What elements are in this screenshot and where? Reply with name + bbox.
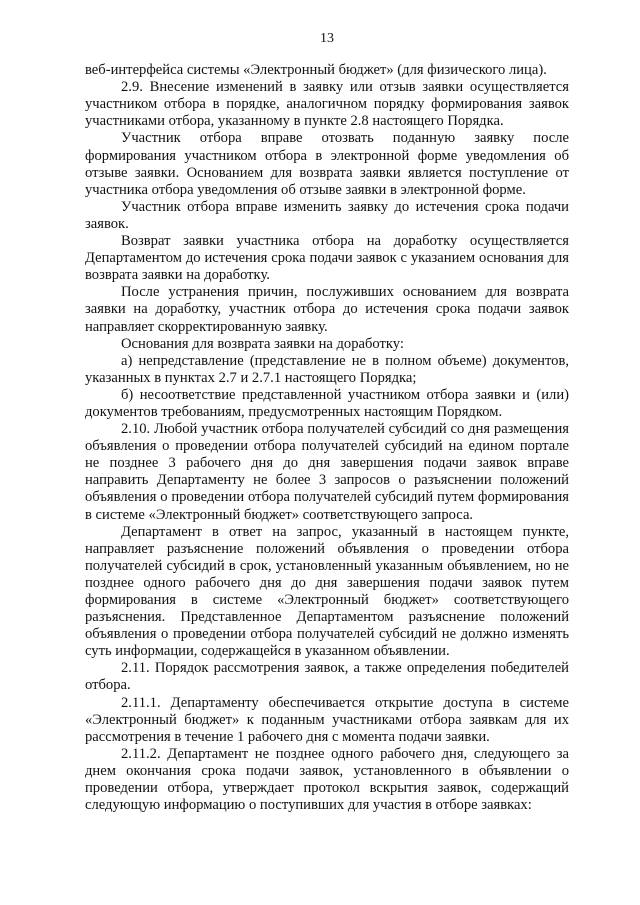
paragraph: веб-интерфейса системы «Электронный бюджет» (для физического лица). bbox=[85, 62, 547, 79]
paragraph: 2.10. Любой участник отбора получателей субсидий со дня размещения объявления о проведении отбора получателей субсидий на едином портале не позднее 3 рабочего дня до дня завершения подачи заявок вправе направить Департаменту не более 3 запросов о разъяснении положений объявления о проведении отбора получателей субсидий путем формирования в системе «Электронный бюджет» соответствующего запроса. bbox=[85, 421, 569, 523]
paragraph: Департамент в ответ на запрос, указанный в настоящем пункте, направляет разъяснение положений объявления о проведении отбора получателей субсидий в срок, установленный указанным объявлением, но не позднее одного рабочего дня до дня завершения подачи заявок путем формирования в системе «Электронный бюджет» соответствующего разъяснения. Представленное Департаментом разъяснение положений объявления о проведении отбора получателей субсидий не должно изменять суть информации, содержащейся в указанном объявлении. bbox=[85, 523, 569, 660]
page-number: 13 bbox=[320, 31, 334, 46]
paragraph: 2.11.1. Департаменту обеспечивается открытие доступа в системе «Электронный бюджет» к поданным участниками отбора заявкам для их рассмотрения в течение 1 рабочего дня с момента подачи заявки. bbox=[85, 694, 569, 745]
paragraph: 2.11. Порядок рассмотрения заявок, а также определения победителей отбора. bbox=[85, 660, 569, 694]
paragraph: Участник отбора вправе отозвать поданную заявку после формирования участником отбора в электронной форме уведомления об отзыве заявки. Основанием для возврата заявки является поступление от участника отбора уведомления об отзыве заявки в электронной форме. bbox=[85, 130, 569, 198]
paragraph: 2.11.2. Департамент не позднее одного рабочего дня, следующего за днем окончания срока подачи заявок, установленного в объявлении о проведении отбора, утверждает протокол вскрытия заявок, содержащий следующую информацию о поступивших для участия в отборе заявках: bbox=[85, 745, 569, 814]
paragraph: Основания для возврата заявки на доработку: bbox=[121, 335, 404, 352]
paragraph: Участник отбора вправе изменить заявку до истечения срока подачи заявок. bbox=[85, 198, 569, 232]
paragraph: а) непредставление (представление не в полном объеме) документов, указанных в пунктах 2.7 и 2.7.1 настоящего Порядка; bbox=[85, 352, 569, 386]
paragraph: Возврат заявки участника отбора на доработку осуществляется Департаментом до истечения срока подачи заявок с указанием основания для возврата заявки на доработку. bbox=[85, 233, 569, 284]
paragraph: После устранения причин, послуживших основанием для возврата заявки на доработку, участник отбора до истечения срока подачи заявок направляет скорректированную заявку. bbox=[85, 284, 569, 335]
paragraph: б) несоответствие представленной участником отбора заявки и (или) документов требованиям, предусмотренных настоящим Порядком. bbox=[85, 386, 569, 420]
paragraph: 2.9. Внесение изменений в заявку или отзыв заявки осуществляется участником отбора в порядке, аналогичном порядку формирования заявок участниками отбора, указанному в пункте 2.8 настоящего Порядка. bbox=[85, 79, 569, 130]
